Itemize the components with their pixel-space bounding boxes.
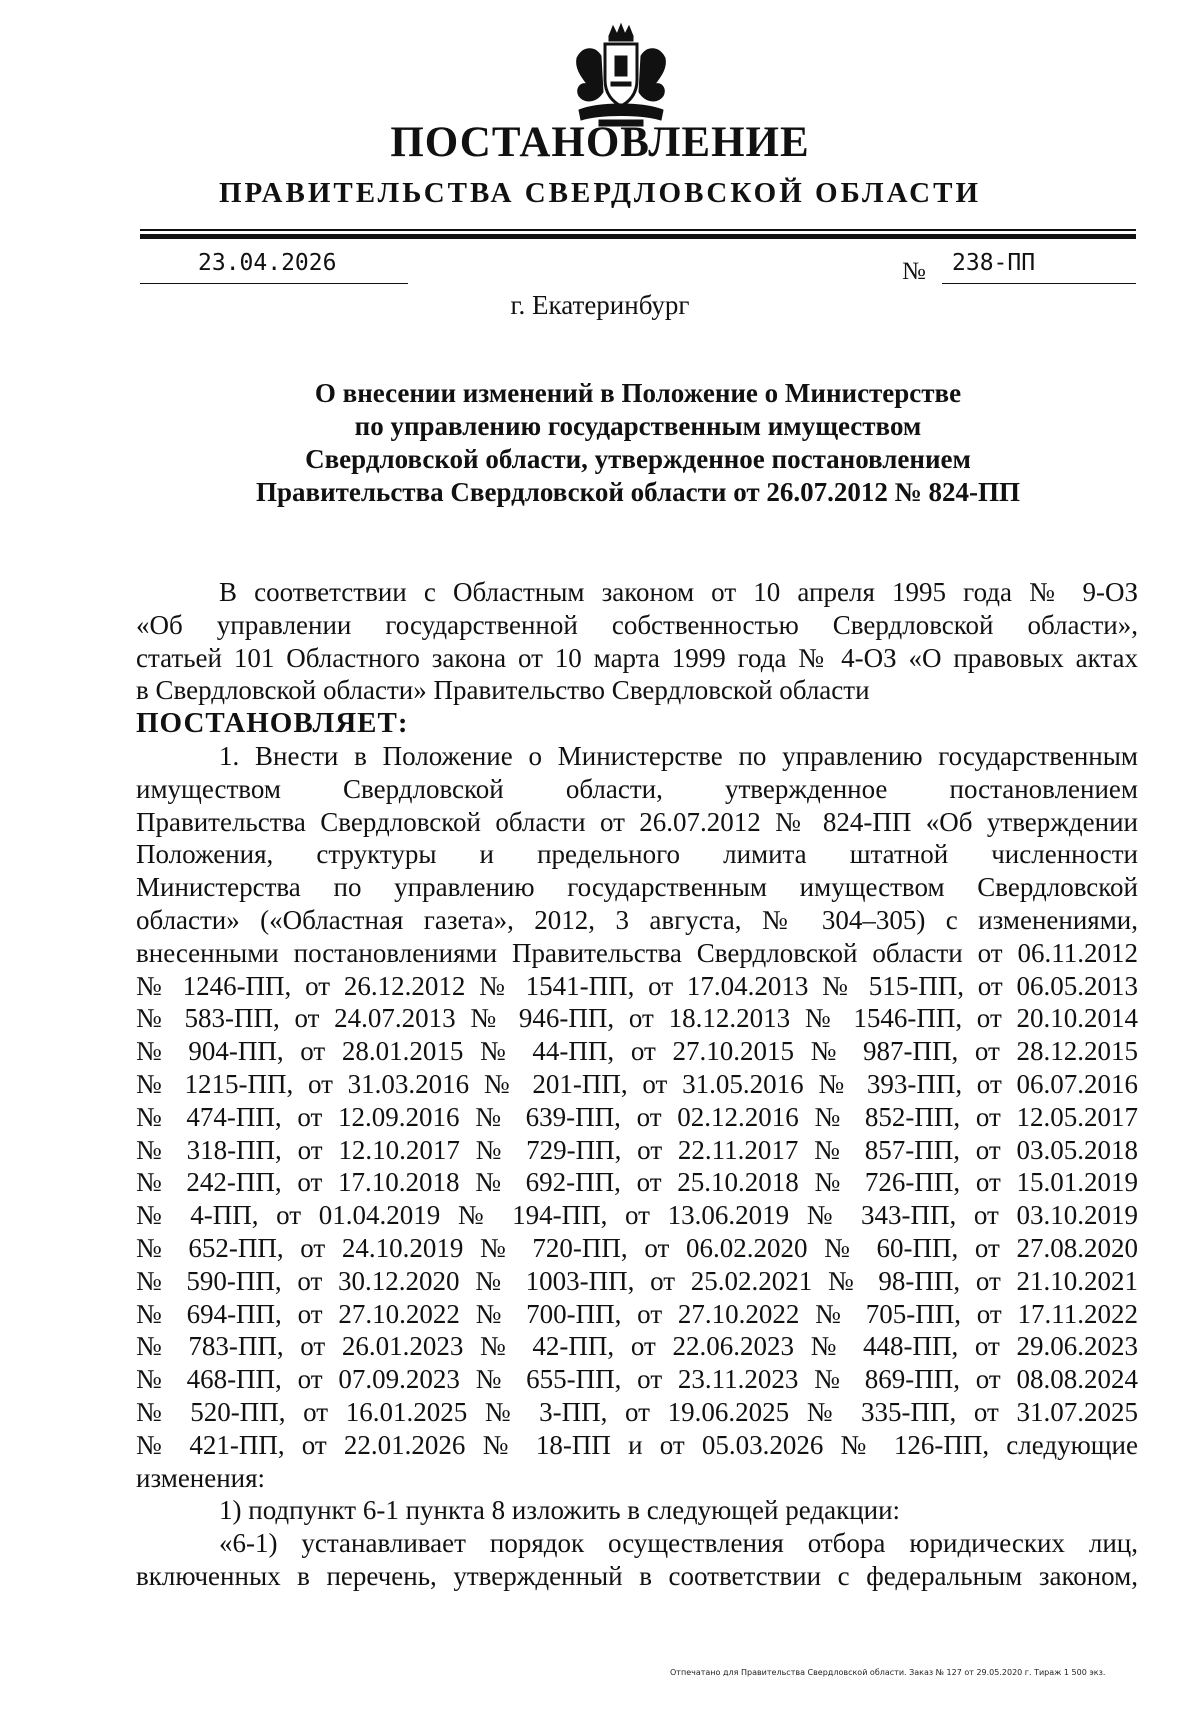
subitem-line: 1) подпункт 6-1 пункта 8 изложить в следующей редакции: [219, 1495, 901, 1526]
coat-of-arms-icon [569, 22, 673, 130]
header-rule-thick [140, 234, 1136, 239]
item-line: № 694-ПП, от 27.10.2022 № 700-ПП, от 27.10.2022 № 705-ПП, от 17.11.2022 [136, 1298, 1138, 1329]
item-line: № 904-ПП, от 28.01.2015 № 44-ПП, от 27.10.2015 № 987-ПП, от 28.12.2015 [136, 1036, 1138, 1067]
item-line: Министерства по управлению государственным имуществом Свердловской [136, 872, 1138, 903]
title-line: Свердловской области, утвержденное постановлением [305, 444, 971, 474]
item-line: имуществом Свердловской области, утвержденное постановлением [136, 773, 1138, 804]
item-line: № 421-ПП, от 22.01.2026 № 18-ПП и от 05.03.2026 № 126-ПП, следующие [136, 1429, 1138, 1460]
item-line: изменения: [136, 1462, 266, 1493]
item-line: Правительства Свердловской области от 26.07.2012 № 824-ПП «Об утверждении [136, 806, 1138, 837]
item-line: № 783-ПП, от 26.01.2023 № 42-ПП, от 22.06.2023 № 448-ПП, от 29.06.2023 [136, 1331, 1138, 1362]
item-line: № 583-ПП, от 24.07.2013 № 946-ПП, от 18.12.2013 № 1546-ПП, от 20.10.2014 [136, 1003, 1138, 1034]
item-line: Положения, структуры и предельного лимита штатной численности [136, 839, 1138, 870]
print-note: Отпечатано для Правительства Свердловской области. Заказ № 127 от 29.05.2020 г. Тираж 1 500 экз. [670, 1668, 1106, 1677]
item-line: № 590-ПП, от 30.12.2020 № 1003-ПП, от 25.02.2021 № 98-ПП, от 21.10.2021 [136, 1265, 1138, 1296]
header-rule-thin [140, 229, 1136, 231]
quote-line: включенных в перечень, утвержденный в соответствии с федеральным законом, [136, 1560, 1138, 1591]
item-line: № 468-ПП, от 07.09.2023 № 655-ПП, от 23.11.2023 № 869-ПП, от 08.08.2024 [136, 1364, 1138, 1395]
title-line: О внесении изменений в Положение о Министерстве [314, 378, 962, 408]
resolves-word: ПОСТАНОВЛЯЕТ: [136, 707, 409, 740]
title-line: Правительства Свердловской области от 26.07.2012 № 824-ПП [256, 477, 1020, 507]
preamble-line: статьей 101 Областного закона от 10 марта 1999 года № 4-ОЗ «О правовых актах [136, 642, 1138, 673]
item-line: № 4-ПП, от 01.04.2019 № 194-ПП, от 13.06.2019 № 343-ПП, от 03.10.2019 [136, 1200, 1138, 1231]
item-line: № 318-ПП, от 12.10.2017 № 729-ПП, от 22.11.2017 № 857-ПП, от 03.05.2018 [136, 1134, 1138, 1165]
item-line: внесенными постановлениями Правительства Свердловской области от 06.11.2012 [136, 937, 1138, 968]
item-line: области» («Областная газета», 2012, 3 августа, № 304–305) с изменениями, [136, 904, 1138, 935]
item-line: № 474-ПП, от 12.09.2016 № 639-ПП, от 02.12.2016 № 852-ПП, от 12.05.2017 [136, 1101, 1138, 1132]
preamble-line: В соответствии с Областным законом от 10 апреля 1995 года № 9-ОЗ [219, 577, 1138, 607]
document-type: ПОСТАНОВЛЕНИЕ [390, 119, 810, 166]
document-number: 238-ПП [952, 250, 1036, 276]
preamble-line: в Свердловской области» Правительство Свердловской области [136, 675, 870, 706]
item-line: № 520-ПП, от 16.01.2025 № 3-ПП, от 19.06.2025 № 335-ПП, от 31.07.2025 [136, 1396, 1138, 1427]
item-line: № 242-ПП, от 17.10.2018 № 692-ПП, от 25.10.2018 № 726-ПП, от 15.01.2019 [136, 1167, 1138, 1198]
city: г. Екатеринбург [510, 290, 690, 320]
number-underline [942, 283, 1136, 284]
document-body [136, 576, 1138, 1593]
item-line: № 1215-ПП, от 31.03.2016 № 201-ПП, от 31.05.2016 № 393-ПП, от 06.07.2016 [136, 1068, 1138, 1099]
date-underline [140, 283, 408, 284]
item-line: 1. Внести в Положение о Министерстве по управлению государственным [219, 740, 1138, 771]
preamble-line: «Об управлении государственной собственностью Свердловской области», [136, 609, 1138, 640]
item-line: № 652-ПП, от 24.10.2019 № 720-ПП, от 06.02.2020 № 60-ПП, от 27.08.2020 [136, 1232, 1138, 1263]
number-sign: № [902, 258, 926, 285]
issuing-authority: ПРАВИТЕЛЬСТВА СВЕРДЛОВСКОЙ ОБЛАСТИ [218, 177, 982, 209]
title-line: по управлению государственным имуществом [354, 411, 922, 441]
item-line: № 1246-ПП, от 26.12.2012 № 1541-ПП, от 17.04.2013 № 515-ПП, от 06.05.2013 [136, 970, 1138, 1001]
quote-line: «6-1) устанавливает порядок осуществления отбора юридических лиц, [219, 1528, 1138, 1559]
document-title [140, 377, 1136, 509]
document-date: 23.04.2026 [198, 250, 337, 276]
